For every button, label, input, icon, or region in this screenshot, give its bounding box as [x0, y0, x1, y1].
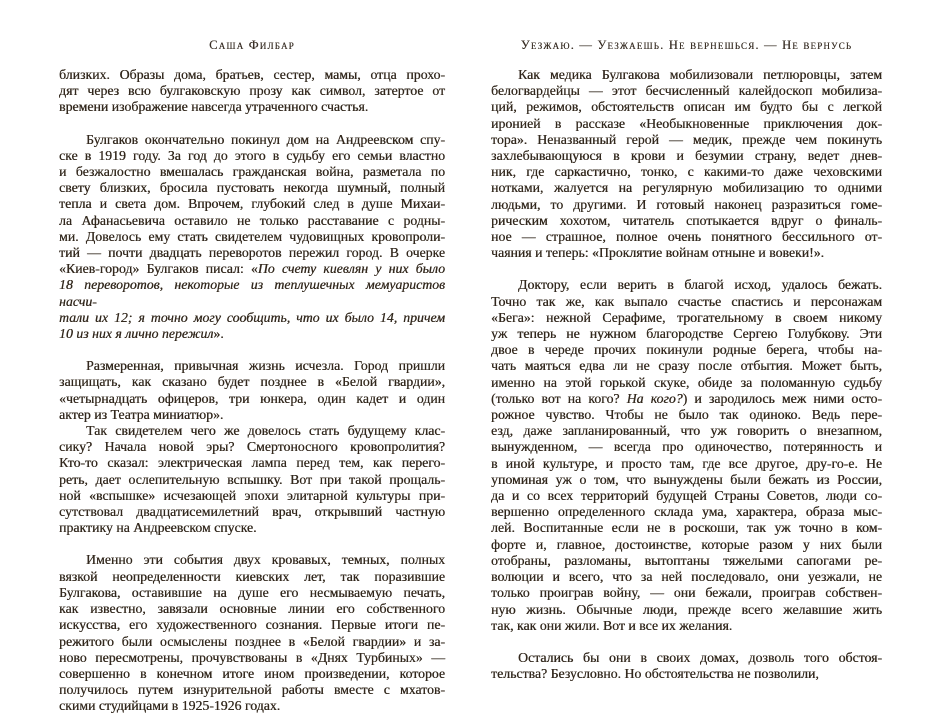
text-line — [491, 391, 882, 407]
text-line: тора». Неназванный герой — медик, прежде чем покинуть — [491, 131, 882, 147]
text-line: свету близких, бросила пустовать некогда шумный, полный — [59, 180, 445, 196]
text-line: ново пересмотрены, прочувствованы в «Днях Турбиных» — — [59, 649, 445, 665]
text-line: защищать, как сказано будет позднее в «Белой гвардии», — [59, 374, 445, 390]
left-page — [59, 38, 445, 715]
paragraph — [491, 650, 882, 682]
left-page-body — [59, 67, 445, 715]
text-line: скими студийцами в 1925-1926 годах. — [59, 698, 281, 714]
italic-run: 18 переворотов, некоторые из теплушечных мемуаристов насчи- — [59, 277, 445, 309]
text-line: Именно эти события двух кровавых, темных, полных — [86, 552, 445, 568]
text-line: тий — почти двадцать переворотов пережил город. В очерке — [59, 245, 445, 261]
text-line: Доктору, если верить в благой исход, удалось бежать. — [518, 277, 882, 293]
text-line: искусства, его художественного сознания. Первые итоги пе- — [59, 617, 445, 633]
text-line: езд, даже запланированный, что уж говорить о внезапном, — [491, 423, 882, 439]
text-line: ске в 1919 году. За год до этого в судьбу его семьи властно — [59, 147, 445, 163]
text-line: совершенно в конечном итоге ином произведении, которое — [59, 665, 445, 681]
text-line: иронией в рассказе «Необыкновенные приключения док- — [491, 115, 882, 131]
italic-run: По счету киевлян у них было — [257, 261, 445, 277]
text-line: так, как они жили. Вот и все их желания. — [491, 617, 733, 633]
paragraph — [491, 277, 882, 633]
text-line: захлебывающуюся в крови и безумии страну, ведет днев- — [491, 148, 882, 164]
text-line: ник, где саркастично, тонко, с какими-то даже чеховскими — [491, 164, 882, 180]
text-line: да и со всех территорий будущей Страны Советов, люди со- — [491, 488, 882, 504]
italic-run: 10 из них я лично пережил — [59, 326, 214, 342]
text-line: «четырнадцать офицеров, три юнкера, один кадет и один — [59, 390, 445, 406]
text-line: вязкой неопределенности киевских лет, так поразившие — [59, 568, 445, 584]
text-line — [59, 261, 445, 277]
text-line: Так свидетелем чего же довелось стать будущему клас- — [86, 423, 445, 439]
text-line: Булгаков окончательно покинул дом на Андреевском спу- — [86, 131, 445, 147]
text-line: белогвардейцы — этот бесчисленный калейдоскоп мобилиза- — [491, 83, 882, 99]
text-line: «Бега»: нежной Серафиме, трогательному в своем никому — [491, 309, 882, 325]
text-line: чать маяться едва ли не сразу после отбытия. Может быть, — [491, 358, 882, 374]
text-line: ций, режимов, обстоятельств описан им будто бы с легкой — [491, 99, 882, 115]
text-line: нотками, жалуется на регулярную мобилизацию то одними — [491, 180, 882, 196]
text-run: ) и зародилось меж ними осто- — [682, 390, 882, 406]
right-page-body — [491, 67, 882, 682]
right-page-header: Уезжаю. — Уезжаешь. Не вернешься. — Не вернусь — [520, 38, 853, 52]
text-line: форте и, главное, достоинстве, которые разом у них были — [491, 536, 882, 552]
text-line: и безжалостно вмешалась гражданская война, разметала по — [59, 164, 445, 180]
text-line: в иной культуре, и просто там, где все другое, дру-го-е. Не — [491, 455, 882, 471]
text-line: тепла и света дом. Впрочем, глубокий след в душе Михаи- — [59, 196, 445, 212]
text-line: ми. Довелось ему стать свидетелем чудовищных кровопроли- — [59, 228, 445, 244]
text-line: режитого были осмыслены позднее в «Белой гвардии» и за- — [59, 633, 445, 649]
paragraph — [59, 67, 445, 116]
italic-run: На кого? — [626, 390, 683, 406]
text-line: Остались бы они в своих домах, дозволь того обстоя- — [518, 649, 882, 665]
text-run: ». — [213, 326, 224, 342]
text-line: времени изображение навсегда утраченного счастья. — [59, 99, 369, 115]
text-line: уж теперь не нужном благородстве Сергею Голубкову. Эти — [491, 326, 882, 342]
italic-run: тали их 12; я точно могу сообщить, что их было 14, причем — [59, 309, 445, 325]
text-line: ной «вспышке» исчезающей эпохи элитарной культуры при- — [59, 487, 445, 503]
text-line: Кто-то сказал: электрическая лампа перед тем, как перего- — [59, 455, 445, 471]
text-line — [59, 326, 445, 342]
text-run: «Киев-город» Булгаков писал: « — [59, 261, 258, 277]
text-line: тельства? Безусловно. Но обстоятельства не позволили, — [491, 666, 819, 682]
text-line: лей. Воспитанные если не в роскоши, так уж точно в ком- — [491, 520, 882, 536]
text-line: близких. Образы дома, братьев, сестер, мамы, отца прохо- — [59, 67, 445, 82]
text-line: как известно, завязали основные линии его собственного — [59, 601, 445, 617]
left-page-header: Саша Филбар — [209, 38, 295, 52]
paragraph — [59, 358, 445, 423]
text-line: ное — страшное, полное очень понятного бессильного от- — [491, 229, 882, 245]
text-line — [59, 277, 445, 309]
text-line: сику? Начала новой эры? Смертоносного кровопролития? — [59, 439, 445, 455]
text-line: рожное чувство. Чтобы не было так одиноко. Ведь пере- — [491, 407, 882, 423]
text-line: Булгакова, оставившие на душе его несмываемую печать, — [59, 584, 445, 600]
text-line: чаяния и теперь: «Проклятие войнам отныне и вовеки!». — [491, 245, 824, 261]
paragraph — [59, 423, 445, 536]
text-line: вынужденном, — всегда про одиночество, потерянность и — [491, 439, 882, 455]
text-line: рическим хохотом, читатель спотыкается вдруг о финаль- — [491, 212, 882, 228]
paragraph — [491, 67, 882, 261]
text-line: именно на этой горькой скуке, обиде за поломанную судьбу — [491, 374, 882, 390]
text-line: Как медика Булгакова мобилизовали петлюровцы, затем — [518, 67, 882, 82]
text-line: людьми, то другими. И готовый наконец разразиться гоме- — [491, 196, 882, 212]
text-line: дят через всю булгаковскую прозу как символ, затертое от — [59, 83, 445, 99]
paragraph — [59, 552, 445, 714]
text-line: двое в череде прочих покинули родные берега, чтобы на- — [491, 342, 882, 358]
text-line: только проиграв войну, — они бежали, проиграв собствен- — [491, 585, 882, 601]
text-line: волюции и всего, что за ней последовало, они уезжали, не — [491, 569, 882, 585]
text-line: Точно так же, как выпало счастье спастись и персонажам — [491, 293, 882, 309]
text-line: отобраны, разломаны, вытоптаны тяжелыми сапогами ре- — [491, 552, 882, 568]
text-line: ла Афанасьевича оставило не только расставание с родны- — [59, 212, 445, 228]
text-line — [59, 310, 445, 326]
text-line: практику на Андреевском спуске. — [59, 520, 257, 536]
paragraph — [59, 132, 445, 343]
text-line: Размеренная, привычная жизнь исчезла. Город пришли — [86, 358, 445, 374]
text-run: (только вот на кого? — [491, 390, 627, 406]
right-page — [491, 38, 882, 682]
text-line: сутствовал двадцатисемилетний врач, открывший частную — [59, 504, 445, 520]
text-line: актер из Театра миниатюр». — [59, 406, 224, 422]
text-line: реть, дает ослепительную вспышку. Вот при такой прощаль- — [59, 471, 445, 487]
text-line: упоминая уж о том, что вынуждены были бежать из России, — [491, 471, 882, 487]
text-line: вершенно определенного склада ума, характера, образа мыс- — [491, 504, 882, 520]
text-line: ную жизнь. Обычные люди, прежде всего желавшие жить — [491, 601, 882, 617]
text-line: получилось путем изнурительной работы вместе с мхатов- — [59, 682, 445, 698]
